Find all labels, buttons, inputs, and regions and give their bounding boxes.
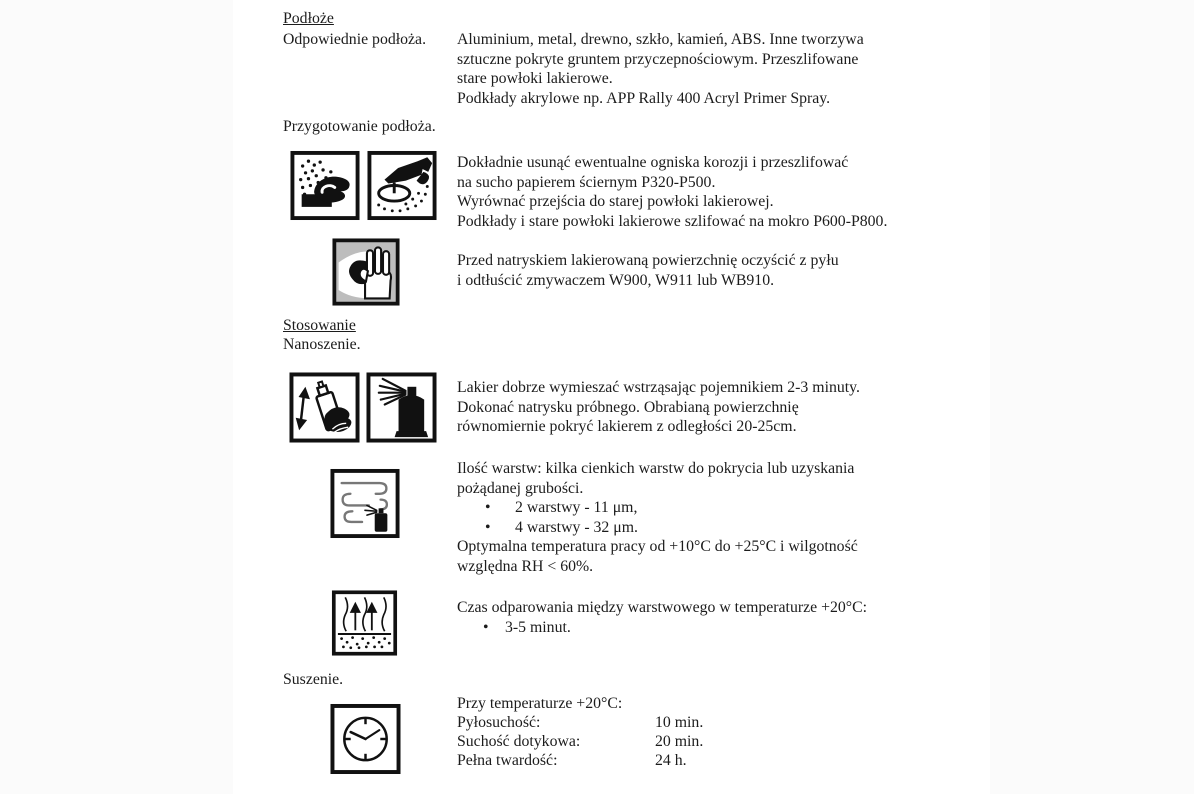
text-line: względna RH < 60%. [457,557,594,575]
label-przygotowanie-podloza: Przygotowanie podłoża. [283,118,436,135]
label-nanoszenie: Nanoszenie. [283,336,361,353]
text-line: Dokładnie usunąć ewentualne ogniska korozji i przeszlifować [457,154,849,171]
label-suszenie: Suszenie. [283,671,344,688]
drying-header-row [457,694,703,713]
drying-row-value: 20 min. [655,733,704,751]
text-line: Aluminium, metal, drewno, szkło, kamień, ABS. Inne tworzywa [457,31,864,48]
section-heading-stosowanie: Stosowanie [283,317,356,334]
text-line: i odtłuścić zmywaczem W900, W911 lub WB910. [457,271,775,289]
bullet-dot: • [485,518,491,536]
hand-dry-sanding-icon [290,150,360,221]
drying-row-label: Pyłosuchość: [457,714,541,732]
bullet-dot: • [483,618,489,636]
orbital-sander-icon [367,150,437,221]
text-line: sztuczne pokryte gruntem przyczepnościowym. Przeszlifowane [457,50,859,68]
text-line: pożądanej grubości. [457,479,584,497]
clock-icon [330,703,401,775]
section-heading-podloze: Podłoże [283,10,334,27]
drying-row [457,751,703,770]
bullet-line [457,518,858,538]
spray-pattern-layers-icon [330,468,400,539]
layers-text-block [457,459,858,577]
page-left-margin [0,0,233,794]
text-line: Ilość warstw: kilka cienkich warstw do pokrycia lub uzyskania [457,460,855,477]
drying-row-value: 24 h. [655,752,687,770]
drying-row-label: Pełna twardość: [457,752,558,770]
drying-row [457,713,703,732]
text-line: na sucho papierem ściernym P320-P500. [457,173,716,191]
bullet-text: 4 warstwy - 32 μm. [515,518,638,536]
drying-row [457,732,703,751]
drying-row-label: Suchość dotykowa: [457,733,581,751]
drying-header: Przy temperaturze +20°C: [457,695,623,712]
text-line: Podkłady akrylowe np. APP Rally 400 Acryl Primer Spray. [457,89,831,107]
wipe-degrease-icon [332,238,400,306]
mixing-text-block [457,378,860,437]
text-line: Dokonać natrysku próbnego. Obrabianą powierzchnię [457,398,799,416]
text-line: stare powłoki lakierowe. [457,70,613,88]
bullet-line [457,618,867,638]
text-line: Podkłady i stare powłoki lakierowe szlifować na mokro P600-P800. [457,212,888,230]
text-line: Optymalna temperatura pracy od +10°C do +25°C i wilgotność [457,538,858,556]
bullet-text: 3-5 minut. [505,618,571,636]
page-right-margin [990,0,1194,794]
spray-can-icon [366,372,437,443]
text-line: Lakier dobrze wymieszać wstrząsając pojemnikiem 2-3 minuty. [457,379,860,396]
drying-table [457,694,703,770]
flash-text-block [457,598,867,637]
text-line: Czas odparowania między warstwowego w temperaturze +20°C: [457,599,868,616]
bullet-dot: • [485,499,491,517]
evaporation-icon [331,590,398,656]
text-line: Wyrównać przejścia do starej powłoki lakierowej. [457,193,774,211]
cleaning-text-block [457,251,839,290]
text-line: Przed natryskiem lakierowaną powierzchnię oczyścić z pyłu [457,252,839,269]
label-odpowiednie-podloza: Odpowiednie podłoża. [283,31,427,48]
substrate-text-block [457,30,864,108]
bullet-line [457,498,858,518]
bullet-text: 2 warstwy - 11 μm, [515,499,638,517]
drying-row-value: 10 min. [655,714,704,732]
text-line: równomiernie pokryć lakierem z odległości 20-25cm. [457,418,797,436]
shake-spray-can-icon [289,372,360,443]
sanding-text-block [457,153,887,231]
